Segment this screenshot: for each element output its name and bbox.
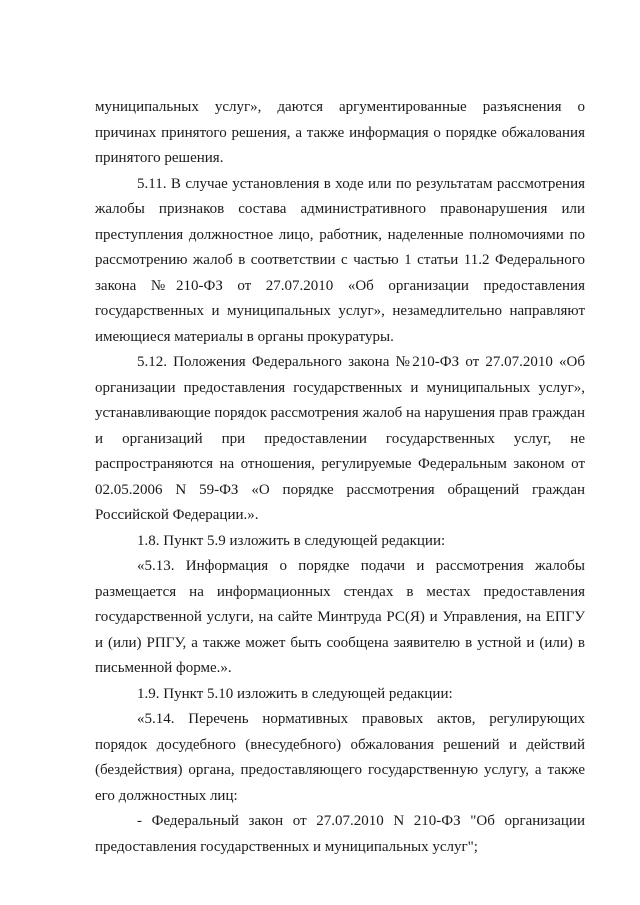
paragraph-1-9: 1.9. Пункт 5.10 изложить в следующей редакции: [137,685,453,702]
paragraph-list-item: - Федеральный закон от 27.07.2010 N 210-ФЗ "Об организации предоставления государственных и муниципальных услуг"; [95,813,585,855]
paragraph-5-14: «5.14. Перечень нормативных правовых актов, регулирующих порядок досудебного (внесудебного) обжалования решений и действий (бездействия) органа, предоставляющего государственную услугу, а также его должностных лиц: [95,711,585,804]
paragraph-continuation: муниципальных услуг», даются аргументированные разъяснения о причинах принятого решения, а также информация о порядке обжалования принятого решения. [95,99,585,166]
paragraph-5-11: 5.11. В случае установления в ходе или по результатам рассмотрения жалобы признаков состава административного правонарушения или преступления должностное лицо, работник, наделенные полномочиями по рассмотрению жалоб в соответствии с частью 1 статьи 11.2 Федерального закона №210-ФЗ от 27.07.2010 «Об организации предоставления государственных и муниципальных услуг», незамедлительно направляют имеющиеся материалы в органы прокуратуры. [95,175,585,345]
document-body [95,95,585,860]
paragraph-1-8: 1.8. Пункт 5.9 изложить в следующей редакции: [137,532,446,549]
paragraph-5-12: 5.12. Положения Федерального закона №210-ФЗ от 27.07.2010 «Об организации предоставления государственных и муниципальных услуг», устанавливающие порядок рассмотрения жалоб на нарушения прав граждан и организаций при предоставлении государственных услуг, не распространяются на отношения, регулируемые Федеральным законом от 02.05.2006 N 59-ФЗ «О порядке рассмотрения обращений граждан Российской Федерации.». [95,354,585,523]
paragraph-5-13: «5.13. Информация о порядке подачи и рассмотрения жалобы размещается на информационных стендах в местах предоставления государственной услуги, на сайте Минтруда РС(Я) и Управления, на ЕПГУ и (или) РПГУ, а также может быть сообщена заявителю в устной и (или) в письменной форме.». [95,558,585,676]
